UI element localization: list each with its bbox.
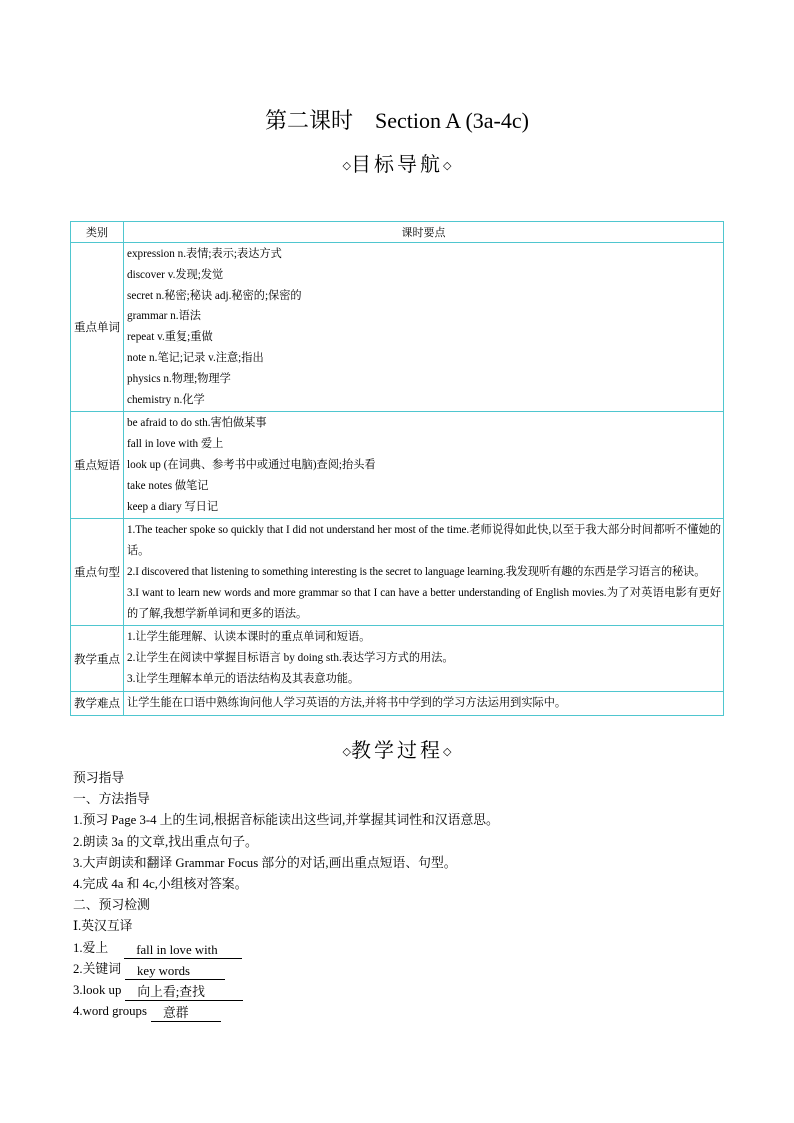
table-row-focus	[71, 626, 724, 691]
exercise-item	[73, 959, 723, 980]
phrase-line: be afraid to do sth.害怕做某事	[127, 417, 267, 430]
content-cell	[124, 243, 724, 412]
phrase-line: keep a diary 写日记	[127, 500, 219, 513]
table-row-sentences	[71, 519, 724, 626]
table-row-difficulty	[71, 691, 724, 715]
word-line: note n.笔记;记录 v.注意;指出	[127, 351, 264, 364]
sub-title: Ⅰ.英汉互译	[73, 919, 133, 934]
phrase-line: fall in love with 爱上	[127, 438, 224, 451]
table-row-phrases	[71, 412, 724, 519]
content-cell	[124, 412, 724, 519]
word-line: grammar n.语法	[127, 310, 201, 323]
diamond-icon: ◇	[342, 745, 351, 758]
answer-text: fall in love with	[136, 942, 218, 957]
word-line: expression n.表情;表示;表达方式	[127, 248, 282, 260]
method-item: 4.完成 4a 和 4c,小组核对答案。	[73, 876, 248, 891]
difficulty-line: 让学生能在口语中熟练询问他人学习英语的方法,并将书中学到的学习方法运用到实际中。	[127, 696, 567, 709]
section-label: Section A (3a-4c)	[375, 108, 529, 133]
focus-line: 3.让学生理解本单元的语法结构及其表意功能。	[127, 672, 360, 685]
category-cell: 教学难点	[71, 691, 124, 715]
answer-blank	[125, 964, 225, 980]
word-line: secret n.秘密;秘诀 adj.秘密的;保密的	[127, 289, 302, 302]
page-title	[0, 104, 794, 135]
answer-text: 向上看;查找	[137, 984, 205, 999]
diamond-icon: ◇	[342, 159, 351, 172]
word-line: discover v.发现;发觉	[127, 268, 224, 281]
method-item: 1.预习 Page 3-4 上的生词,根据音标能读出这些词,并掌握其词性和汉语意思。	[73, 813, 499, 828]
header-category: 类别	[71, 222, 124, 243]
method-item: 3.大声朗读和翻译 Grammar Focus 部分的对话,画出重点短语、句型。	[73, 855, 457, 870]
exercise-item	[73, 938, 723, 959]
answer-text: 意群	[162, 1006, 189, 1021]
word-line: repeat v.重复;重做	[127, 331, 213, 344]
category-cell: 重点单词	[71, 243, 124, 412]
section-heading-text: 教学过程	[351, 738, 443, 762]
answer-text: key words	[137, 963, 190, 978]
part-title: 二、预习检测	[73, 898, 150, 913]
exercise-prompt: 1.爱上	[73, 940, 109, 955]
focus-line: 1.让学生能理解、认读本课时的重点单词和短语。	[127, 631, 371, 644]
body-heading: 预习指导	[73, 771, 125, 785]
word-line: physics n.物理;物理学	[127, 372, 231, 385]
exercise-prompt: 2.关键词	[73, 961, 121, 976]
word-line: chemistry n.化学	[127, 393, 205, 406]
category-cell: 重点短语	[71, 412, 124, 519]
section-heading-process	[0, 734, 794, 763]
table-header-row	[71, 222, 724, 243]
exercise-item	[73, 980, 723, 1001]
content-cell	[124, 519, 724, 626]
goal-table	[70, 221, 724, 716]
part-title: 一、方法指导	[73, 792, 150, 807]
lesson-label: 第二课时	[265, 108, 354, 133]
category-cell: 教学重点	[71, 626, 124, 691]
header-points: 课时要点	[124, 222, 724, 243]
answer-blank	[151, 1006, 221, 1022]
phrase-line: take notes 做笔记	[127, 479, 209, 492]
section-heading-goals	[0, 148, 794, 177]
sentence-paragraph: 3.I want to learn new words and more grammar so that I can have a better understanding of English movies.为了对英语电影有更好的了解,我想学新单词和更多的语法。	[127, 586, 721, 620]
focus-line: 2.让学生在阅读中掌握目标语言 by doing sth.表达学习方式的用法。	[127, 652, 454, 665]
table-row-words	[71, 243, 724, 412]
exercise-prompt: 3.look up	[73, 982, 122, 997]
diamond-icon: ◇	[443, 745, 452, 758]
diamond-icon: ◇	[443, 159, 452, 172]
phrase-line: look up (在词典、参考书中或通过电脑)查阅;抬头看	[127, 458, 376, 471]
sentence-paragraph: 2.I discovered that listening to something interesting is the secret to language learning.我发现听有趣的东西是学习语言的秘诀。	[127, 565, 706, 578]
method-item: 2.朗读 3a 的文章,找出重点句子。	[73, 834, 258, 849]
answer-blank	[124, 943, 242, 959]
lesson-body	[73, 768, 723, 1022]
section-heading-text: 目标导航	[351, 152, 443, 176]
exercise-prompt: 4.word groups	[73, 1004, 147, 1019]
exercise-item	[73, 1001, 723, 1022]
content-cell	[124, 691, 724, 715]
sentence-paragraph: 1.The teacher spoke so quickly that I did not understand her most of the time.老师说得如此快,以至于我大部分时间都听不懂她的话。	[127, 524, 721, 558]
category-cell: 重点句型	[71, 519, 124, 626]
content-cell	[124, 626, 724, 691]
answer-blank	[125, 985, 243, 1001]
